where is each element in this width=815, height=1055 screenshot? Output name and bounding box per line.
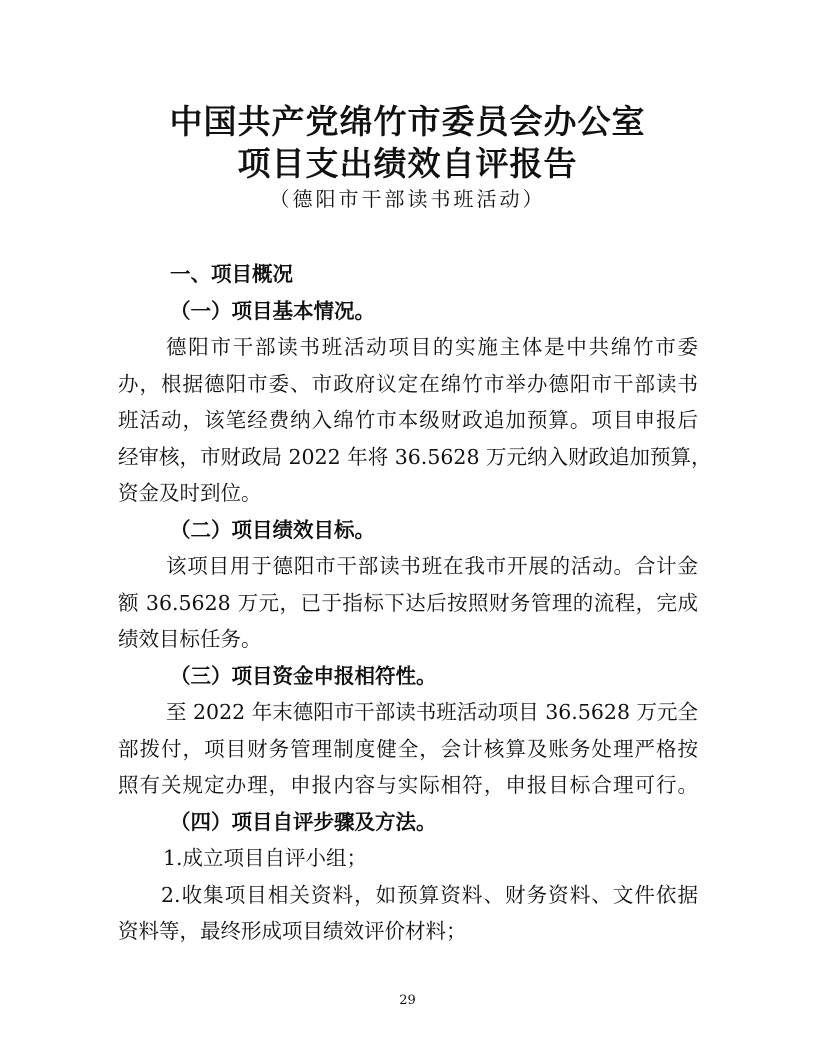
paragraph-line: 经审核，市财政局 2022 年将 36.5628 万元纳入财政追加预算， (118, 444, 712, 469)
paragraph-line: 额 36.5628 万元，已于指标下达后按照财务管理的流程，完成 (118, 590, 698, 615)
paragraph-line: 该项目用于德阳市干部读书班在我市开展的活动。合计金 (166, 554, 698, 578)
subsection-heading-funding-consistency: （三）项目资金申报相符性。 (170, 663, 437, 688)
report-subtitle: （德阳市干部读书班活动） (269, 187, 546, 211)
page-number: 29 (399, 993, 416, 1008)
report-body (118, 256, 712, 950)
paragraph-line: 办，根据德阳市委、市政府议定在绵竹市举办德阳市干部读书 (118, 371, 698, 396)
list-item: 2.收集项目相关资料，如预算资料、财务资料、文件依据 (161, 882, 698, 907)
paragraph-line: 班活动，该笔经费纳入绵竹市本级财政追加预算。项目申报后 (118, 408, 698, 432)
subsection-heading-performance-goals: （二）项目绩效目标。 (170, 517, 375, 542)
list-item-continuation: 资料等，最终形成项目绩效评价材料； (118, 919, 467, 943)
subsection-heading-self-evaluation-steps: （四）项目自评步骤及方法。 (170, 809, 437, 834)
section-heading-overview: 一、项目概况 (170, 262, 293, 286)
paragraph-line: 资金及时到位。 (118, 481, 262, 505)
paragraph-line: 绩效目标任务。 (118, 627, 262, 651)
report-title-line-2: 项目支出绩效自评报告 (237, 144, 578, 183)
paragraph-line: 德阳市干部读书班活动项目的实施主体是中共绵竹市委 (166, 335, 698, 359)
paragraph-line: 至 2022 年末德阳市干部读书班活动项目 36.5628 万元全 (166, 700, 699, 724)
paragraph-line: 照有关规定办理，申报内容与实际相符，申报目标合理可行。 (118, 773, 698, 797)
list-item: 1.成立项目自评小组； (163, 846, 368, 870)
subsection-heading-basic-info: （一）项目基本情况。 (170, 298, 375, 323)
report-title-line-1: 中国共产党绵竹市委员会办公室 (169, 102, 646, 141)
paragraph-line: 部拨付，项目财务管理制度健全，会计核算及账务处理严格按 (118, 736, 698, 761)
